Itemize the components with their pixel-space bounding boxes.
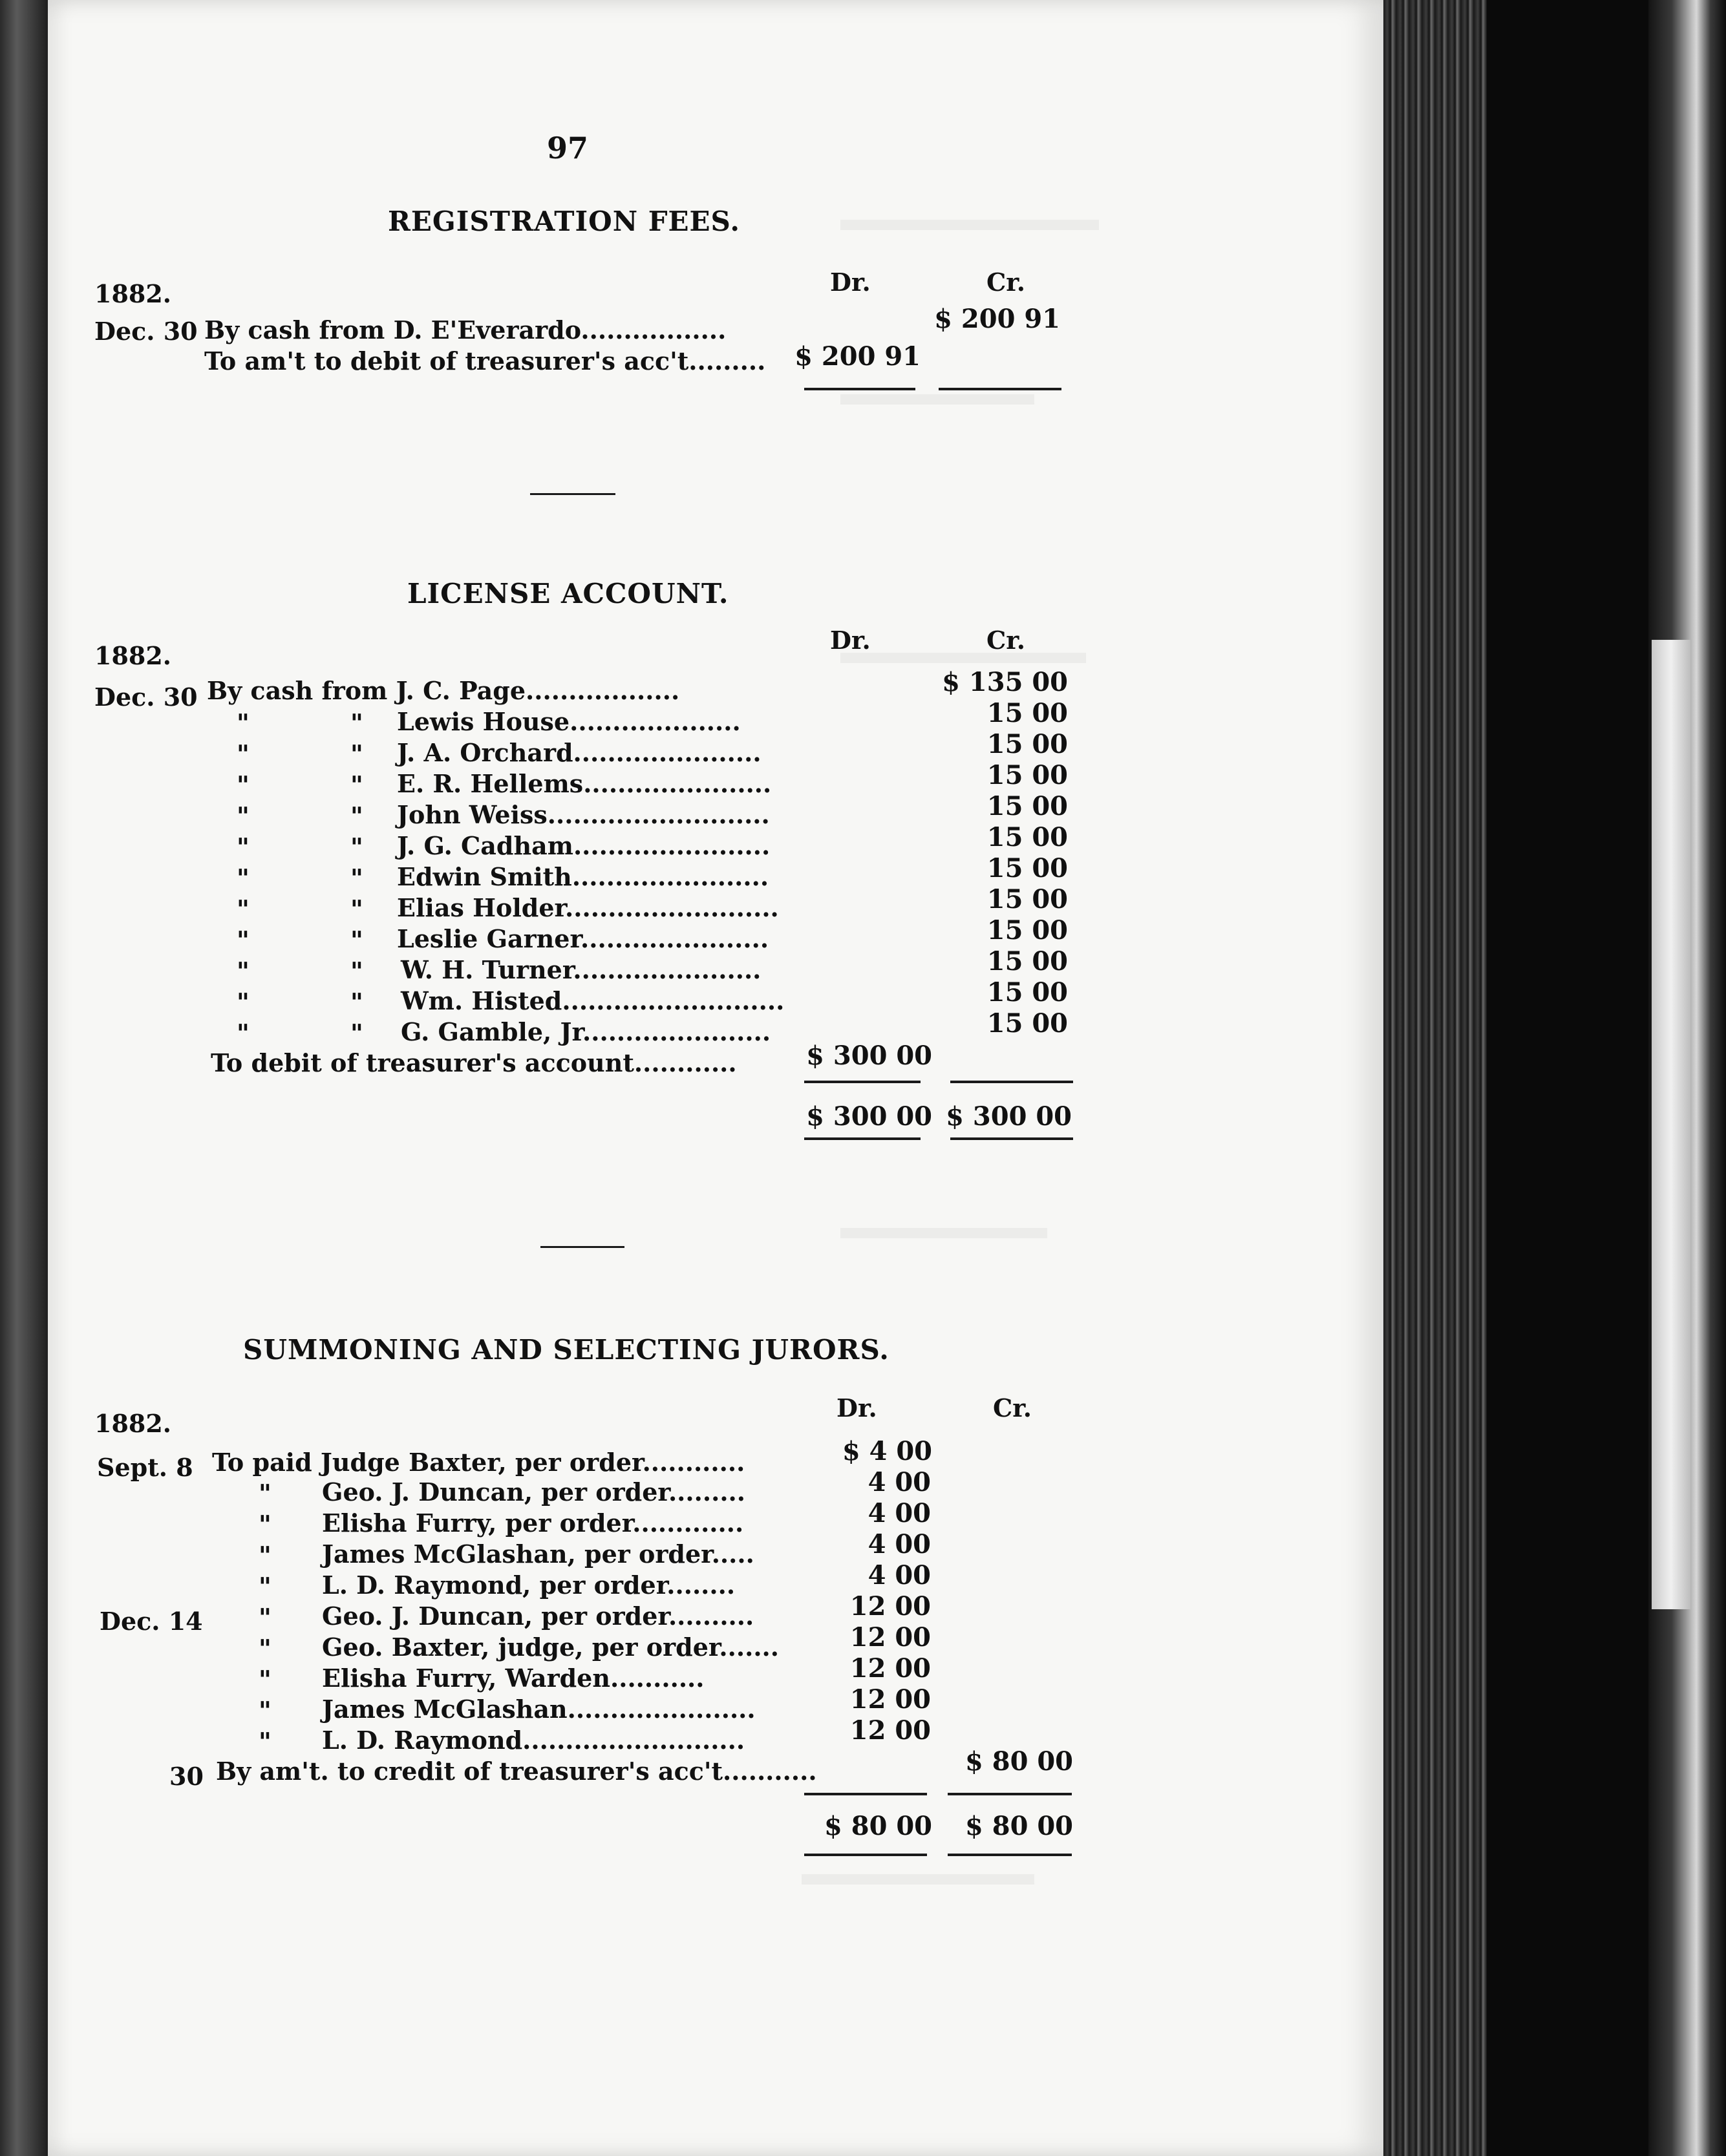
ditto-mark: ": [259, 1665, 272, 1694]
dr-amount: 4 00: [868, 1498, 931, 1528]
ditto-mark: ": [350, 801, 363, 830]
cr-amount: $ 135 00: [942, 667, 1068, 697]
year-license: 1882.: [94, 641, 171, 670]
ledger-entry: Geo. Baxter, judge, per order.......: [322, 1633, 780, 1662]
bleed-through: [840, 394, 1034, 405]
bleed-through: [840, 653, 1086, 663]
total-rule: [950, 1137, 1073, 1140]
dr-header: Dr.: [830, 626, 871, 655]
dr-amount: 4 00: [868, 1467, 931, 1497]
ditto-mark: ": [350, 925, 363, 955]
ditto-mark: ": [237, 925, 250, 955]
ledger-entry: Elisha Furry, Warden...........: [322, 1664, 705, 1693]
total-rule: [804, 388, 915, 390]
cr-amount: 15 00: [986, 1008, 1068, 1039]
dr-amount: 4 00: [868, 1529, 931, 1559]
ledger-entry: James McGlashan......................: [322, 1695, 756, 1724]
ditto-mark: ": [259, 1541, 272, 1570]
ledger-entry: To paid Judge Baxter, per order............: [212, 1448, 745, 1477]
ditto-mark: ": [259, 1696, 272, 1725]
cr-amount: $ 80 00: [964, 1746, 1073, 1777]
ditto-mark: ": [259, 1603, 272, 1632]
ditto-mark: ": [259, 1634, 272, 1663]
dr-amount: 12 00: [849, 1622, 931, 1653]
ledger-entry: Geo. J. Duncan, per order.........: [322, 1477, 746, 1506]
dr-amount: 4 00: [868, 1560, 931, 1591]
total-rule: [804, 1081, 921, 1083]
dr-header: Dr.: [836, 1393, 877, 1422]
stacked-page-edges: [1383, 0, 1487, 2156]
dr-amount: 12 00: [849, 1684, 931, 1715]
ledger-entry: By cash from J. C. Page..................: [207, 676, 680, 705]
page-tab-strip: [1652, 640, 1690, 1609]
ledger-entry: By am't. to credit of treasurer's acc't...........: [216, 1757, 817, 1786]
ledger-entry: To debit of treasurer's account............: [211, 1048, 737, 1077]
ditto-mark: ": [259, 1479, 272, 1508]
dr-total: $ 300 00: [806, 1101, 932, 1132]
cr-amount: 15 00: [986, 853, 1068, 883]
page-number: 97: [547, 131, 589, 165]
ledger-entry: Edwin Smith.......................: [397, 862, 769, 891]
cr-amount: 15 00: [986, 760, 1068, 790]
ditto-mark: ": [259, 1510, 272, 1539]
cr-amount: 15 00: [986, 884, 1068, 914]
entry-date: 30: [169, 1762, 204, 1791]
cr-amount: 15 00: [986, 698, 1068, 728]
dr-amount: $ 200 91: [794, 341, 921, 372]
entry-date: Dec. 30: [94, 682, 198, 712]
ditto-mark: ": [237, 956, 250, 986]
cr-amount: $ 200 91: [934, 304, 1060, 334]
ditto-mark: ": [237, 739, 250, 768]
bleed-through: [802, 1874, 1034, 1885]
cr-header: Cr.: [986, 626, 1026, 655]
cr-amount: 15 00: [986, 791, 1068, 821]
ditto-mark: ": [350, 1019, 363, 1048]
ditto-mark: ": [237, 1019, 250, 1048]
ledger-entry: Lewis House....................: [397, 707, 741, 736]
entry-date: Dec. 14: [100, 1607, 203, 1636]
ditto-mark: ": [350, 863, 363, 893]
year-jurors: 1882.: [94, 1409, 171, 1438]
cr-amount: 15 00: [986, 946, 1068, 977]
total-rule: [948, 1793, 1072, 1795]
total-rule: [804, 1854, 927, 1856]
ditto-mark: ": [350, 770, 363, 799]
ditto-mark: ": [237, 708, 250, 737]
section-title-jurors: SUMMONING AND SELECTING JURORS.: [243, 1334, 890, 1366]
dr-header: Dr.: [830, 268, 871, 297]
bleed-through: [840, 1228, 1047, 1238]
ledger-entry: To am't to debit of treasurer's acc't.........: [204, 346, 766, 375]
dr-total: $ 80 00: [824, 1811, 932, 1841]
ditto-mark: ": [259, 1727, 272, 1756]
ledger-entry: J. A. Orchard......................: [397, 738, 762, 767]
ditto-mark: ": [350, 832, 363, 861]
bleed-through: [840, 220, 1099, 230]
ledger-entry: By cash from D. E'Everardo.................: [204, 315, 727, 344]
cr-total: $ 300 00: [946, 1101, 1072, 1132]
dr-amount: 12 00: [849, 1653, 931, 1684]
ledger-entry: L. D. Raymond..........................: [322, 1726, 745, 1755]
total-rule: [950, 1081, 1073, 1083]
ledger-entry: E. R. Hellems......................: [397, 769, 772, 798]
section-divider: [530, 493, 615, 495]
total-rule: [939, 388, 1061, 390]
cr-amount: 15 00: [986, 977, 1068, 1008]
cr-header: Cr.: [993, 1393, 1032, 1422]
ditto-mark: ": [237, 988, 250, 1017]
section-title-registration: REGISTRATION FEES.: [388, 206, 741, 237]
cr-amount: 15 00: [986, 729, 1068, 759]
entry-date: Dec. 30: [94, 317, 198, 346]
ditto-mark: ": [350, 894, 363, 924]
ditto-mark: ": [350, 708, 363, 737]
ledger-entry: J. G. Cadham.......................: [397, 831, 771, 860]
section-title-license: LICENSE ACCOUNT.: [407, 578, 729, 609]
ledger-entry: Geo. J. Duncan, per order..........: [322, 1601, 754, 1631]
year-registration: 1882.: [94, 279, 171, 308]
cr-amount: 15 00: [986, 822, 1068, 852]
ditto-mark: ": [237, 894, 250, 924]
ditto-mark: ": [237, 832, 250, 861]
ledger-entry: Elias Holder.........................: [397, 893, 779, 922]
ditto-mark: ": [237, 770, 250, 799]
ledger-entry: Leslie Garner......................: [397, 924, 769, 953]
entry-date: Sept. 8: [97, 1453, 193, 1482]
ditto-mark: ": [350, 739, 363, 768]
ledger-entry: W. H. Turner......................: [401, 955, 762, 984]
ledger-entry: G. Gamble, Jr......................: [401, 1017, 771, 1046]
scan-left-edge: [0, 0, 48, 2156]
total-rule: [948, 1854, 1072, 1856]
ledger-entry: Elisha Furry, per order.............: [322, 1508, 744, 1538]
section-divider: [540, 1246, 624, 1248]
dr-amount: $ 300 00: [806, 1041, 932, 1071]
ledger-entry: Wm. Histed..........................: [401, 986, 785, 1015]
dr-amount: 12 00: [849, 1591, 931, 1622]
ledger-entry: John Weiss..........................: [397, 800, 770, 829]
ledger-entry: L. D. Raymond, per order........: [322, 1570, 736, 1600]
book-binding: [1487, 0, 1648, 2156]
total-rule: [804, 1137, 921, 1140]
ditto-mark: ": [350, 956, 363, 986]
ditto-mark: ": [237, 863, 250, 893]
total-rule: [804, 1793, 927, 1795]
ditto-mark: ": [237, 801, 250, 830]
cr-header: Cr.: [986, 268, 1026, 297]
cr-total: $ 80 00: [964, 1811, 1073, 1841]
ditto-mark: ": [350, 988, 363, 1017]
dr-amount: $ 4 00: [842, 1436, 932, 1466]
ledger-entry: James McGlashan, per order.....: [322, 1539, 754, 1569]
cr-amount: 15 00: [986, 915, 1068, 946]
ditto-mark: ": [259, 1572, 272, 1601]
dr-amount: 12 00: [849, 1715, 931, 1746]
